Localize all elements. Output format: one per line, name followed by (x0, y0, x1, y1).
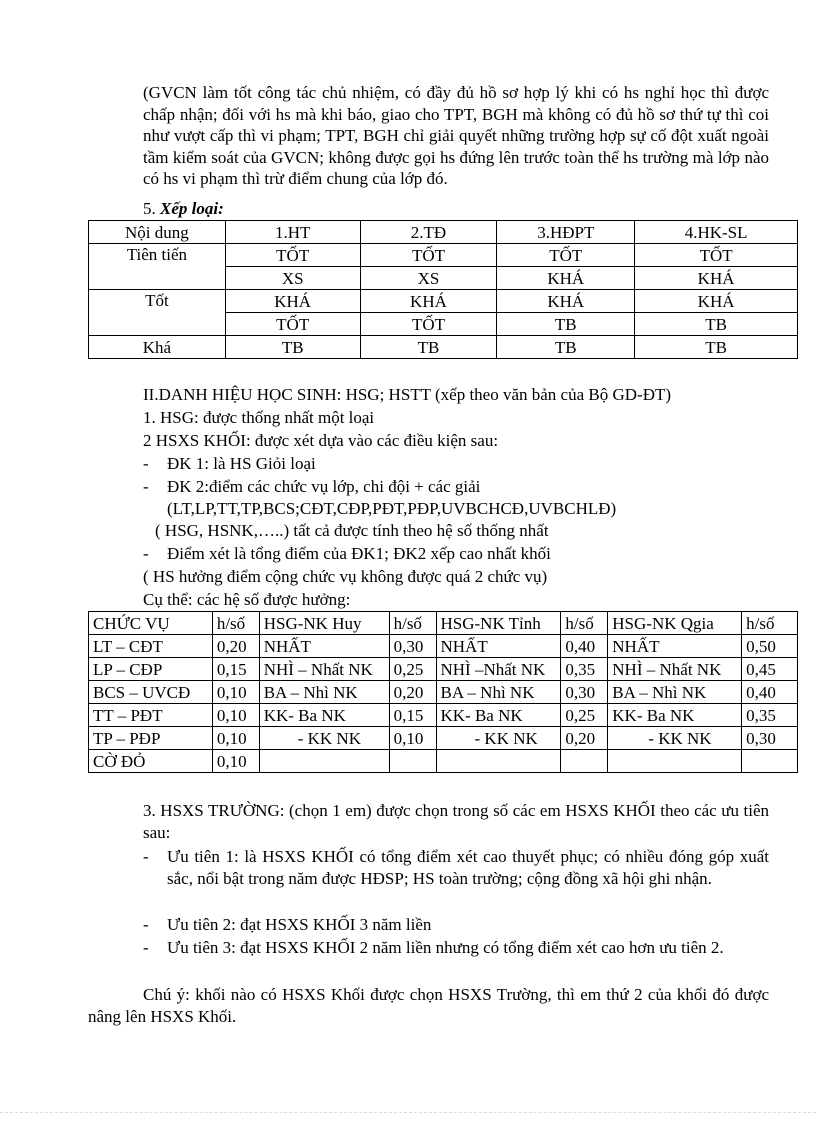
condition-1: ĐK 1: là HS Giỏi loại (167, 454, 316, 473)
table-cell: TB (497, 313, 635, 336)
table-row (89, 681, 798, 704)
table-row (89, 635, 798, 658)
section-5-heading (143, 198, 224, 220)
table-cell: NHÌ – Nhất NK (259, 658, 389, 681)
table-cell: 0,15 (212, 658, 259, 681)
table-cell: BA – Nhì NK (259, 681, 389, 704)
condition-2: ĐK 2:điểm các chức vụ lớp, chi đội + các giải (167, 477, 481, 496)
header-cell: 2.TĐ (360, 221, 497, 244)
table-cell: 0,30 (742, 727, 798, 750)
condition-2-note: ( HSG, HSNK,…..) tất cả được tính theo hệ số thống nhất (155, 521, 549, 540)
table-cell: TỐT (225, 244, 360, 267)
table-cell: 0,30 (561, 681, 608, 704)
table-cell: LT – CĐT (89, 635, 213, 658)
hsxs-truong-intro: 3. HSXS TRƯỜNG: (chọn 1 em) được chọn trong số các em HSXS KHỐI theo các ưu tiên sau: (143, 801, 769, 842)
condition-2-list: (LT,LP,TT,TP,BCS;CĐT,CĐP,PĐT,PĐP,UVBCHCĐ,UVBCHLĐ) (167, 499, 617, 518)
page-bottom-rule (0, 1112, 816, 1113)
table-cell: 0,40 (561, 635, 608, 658)
table-cell: 0,10 (212, 704, 259, 727)
table-cell: TỐT (225, 313, 360, 336)
table-cell: XS (360, 267, 497, 290)
table-row (89, 244, 798, 267)
table-cell (436, 750, 561, 773)
table-cell: KK- Ba NK (259, 704, 389, 727)
table-row (89, 750, 798, 773)
group-label: Tiên tiến (89, 244, 226, 290)
table-cell: TỐT (497, 244, 635, 267)
table-cell: TỐT (635, 244, 798, 267)
table-cell: KHÁ (497, 290, 635, 313)
table-cell: KK- Ba NK (436, 704, 561, 727)
table-cell: XS (225, 267, 360, 290)
table-cell: NHẤT (436, 635, 561, 658)
table-cell: 0,10 (212, 681, 259, 704)
bullet-dash: - (143, 915, 149, 934)
table-row (89, 290, 798, 313)
table-cell: TB (360, 336, 497, 359)
header-cell: HSG-NK Qgia (608, 612, 742, 635)
priority-2: Ưu tiên 2: đạt HSXS KHỐI 3 năm liền (167, 915, 432, 934)
group-label: Tốt (89, 290, 226, 336)
ranking-table (88, 220, 798, 359)
table-row (89, 658, 798, 681)
header-cell: h/số (389, 612, 436, 635)
table-cell (389, 750, 436, 773)
table-cell: 0,10 (212, 750, 259, 773)
note-paragraph: Chú ý: khối nào có HSXS Khối được chọn HSXS Trường, thì em thứ 2 của khối đó được nâng lên HSXS Khối. (88, 985, 769, 1026)
table-cell: NHẤT (259, 635, 389, 658)
table-cell: 0,45 (742, 658, 798, 681)
hsxs-khoi-item: 2 HSXS KHỐI: được xét dựa vào các điều kiện sau: (143, 431, 499, 450)
section-2-heading: II.DANH HIỆU HỌC SINH: HSG; HSTT (xếp theo văn bản của Bộ GD-ĐT) (143, 385, 672, 404)
score-rule: Điểm xét là tổng điểm của ĐK1; ĐK2 xếp cao nhất khối (167, 544, 551, 563)
limit-note: ( HS hưởng điểm cộng chức vụ không được quá 2 chức vụ) (143, 567, 548, 586)
table-cell: 0,20 (561, 727, 608, 750)
table-cell: TT – PĐT (89, 704, 213, 727)
table-cell: TB (635, 336, 798, 359)
table-cell: 0,15 (389, 704, 436, 727)
table-cell: 0,25 (389, 658, 436, 681)
table-cell: BA – Nhì NK (436, 681, 561, 704)
table-cell: TB (497, 336, 635, 359)
header-cell: HSG-NK Tỉnh (436, 612, 561, 635)
table-row (89, 336, 798, 359)
table-cell: 0,35 (561, 658, 608, 681)
table-cell: KHÁ (225, 290, 360, 313)
table-cell: 0,30 (389, 635, 436, 658)
header-cell: HSG-NK Huy (259, 612, 389, 635)
table-cell: TỐT (360, 244, 497, 267)
table-cell: LP – CĐP (89, 658, 213, 681)
group-label: Khá (89, 336, 226, 359)
table-cell: 0,20 (389, 681, 436, 704)
priority-3: Ưu tiên 3: đạt HSXS KHỐI 2 năm liền nhưng có tổng điểm xét cao hơn ưu tiên 2. (167, 938, 724, 957)
table-cell: TỐT (360, 313, 497, 336)
section-5-colon: : (218, 199, 224, 218)
table-cell: KK- Ba NK (608, 704, 742, 727)
table-cell: KHÁ (497, 267, 635, 290)
table-cell: 0,25 (561, 704, 608, 727)
table-cell: 0,20 (212, 635, 259, 658)
table-cell: BCS – UVCĐ (89, 681, 213, 704)
table-cell: - KK NK (608, 727, 742, 750)
table-cell: CỜ ĐỎ (89, 750, 213, 773)
section-5-number: 5. (143, 199, 156, 218)
header-cell: h/số (742, 612, 798, 635)
table-cell (259, 750, 389, 773)
table-cell: 0,40 (742, 681, 798, 704)
intro-paragraph: (GVCN làm tốt công tác chủ nhiệm, có đầy đủ hồ sơ hợp lý khi có hs nghỉ học thì được chấp nhận; đối với hs mà khi báo, giao cho TPT, BGH mà không có đủ hồ sơ thứ tự thì coi như vượt cấp thì vi phạm; TPT, BGH chỉ giải quyết những trường hợp sự cố đột xuất ngoài tầm kiểm soát của GVCN; không được gọi hs đứng lên trước toàn thể hs trường mà lớp nào có hs vi phạm thì trừ điểm chung của lớp đó. (143, 83, 769, 188)
table-header-row (89, 221, 798, 244)
coefficient-table (88, 611, 798, 773)
bullet-dash: - (143, 477, 149, 496)
table-cell: NHÌ –Nhất NK (436, 658, 561, 681)
header-cell: Nội dung (89, 221, 226, 244)
table-cell: KHÁ (635, 267, 798, 290)
table-cell: KHÁ (635, 290, 798, 313)
header-cell: h/số (212, 612, 259, 635)
table-cell: 0,50 (742, 635, 798, 658)
table-cell: KHÁ (360, 290, 497, 313)
table-cell (561, 750, 608, 773)
specific-label: Cụ thể: các hệ số được hưởng: (143, 590, 351, 609)
table-row (89, 727, 798, 750)
table-cell (608, 750, 742, 773)
bullet-dash: - (143, 544, 149, 563)
header-cell: CHỨC VỤ (89, 612, 213, 635)
header-cell: 4.HK-SL (635, 221, 798, 244)
table-cell: TP – PĐP (89, 727, 213, 750)
table-cell: - KK NK (436, 727, 561, 750)
table-cell: TB (635, 313, 798, 336)
table-cell (742, 750, 798, 773)
priority-1: Ưu tiên 1: là HSXS KHỐI có tổng điểm xét cao thuyết phục; có nhiều đóng góp xuất sắc, nổi bật trong năm được HĐSP; HS toàn trường; cộng đồng xã hội ghi nhận. (167, 847, 769, 888)
table-cell: 0,10 (389, 727, 436, 750)
table-cell: BA – Nhì NK (608, 681, 742, 704)
table-cell: NHÌ – Nhất NK (608, 658, 742, 681)
table-cell: - KK NK (259, 727, 389, 750)
table-header-row (89, 612, 798, 635)
header-cell: 1.HT (225, 221, 360, 244)
header-cell: 3.HĐPT (497, 221, 635, 244)
bullet-dash: - (143, 938, 149, 957)
header-cell: h/số (561, 612, 608, 635)
table-cell: NHẤT (608, 635, 742, 658)
section-5-title: Xếp loại (160, 199, 219, 218)
table-cell: 0,10 (212, 727, 259, 750)
bullet-dash: - (143, 847, 149, 866)
hsg-item: 1. HSG: được thống nhất một loại (143, 408, 375, 427)
table-row (89, 704, 798, 727)
table-cell: 0,35 (742, 704, 798, 727)
table-cell: TB (225, 336, 360, 359)
bullet-dash: - (143, 454, 149, 473)
